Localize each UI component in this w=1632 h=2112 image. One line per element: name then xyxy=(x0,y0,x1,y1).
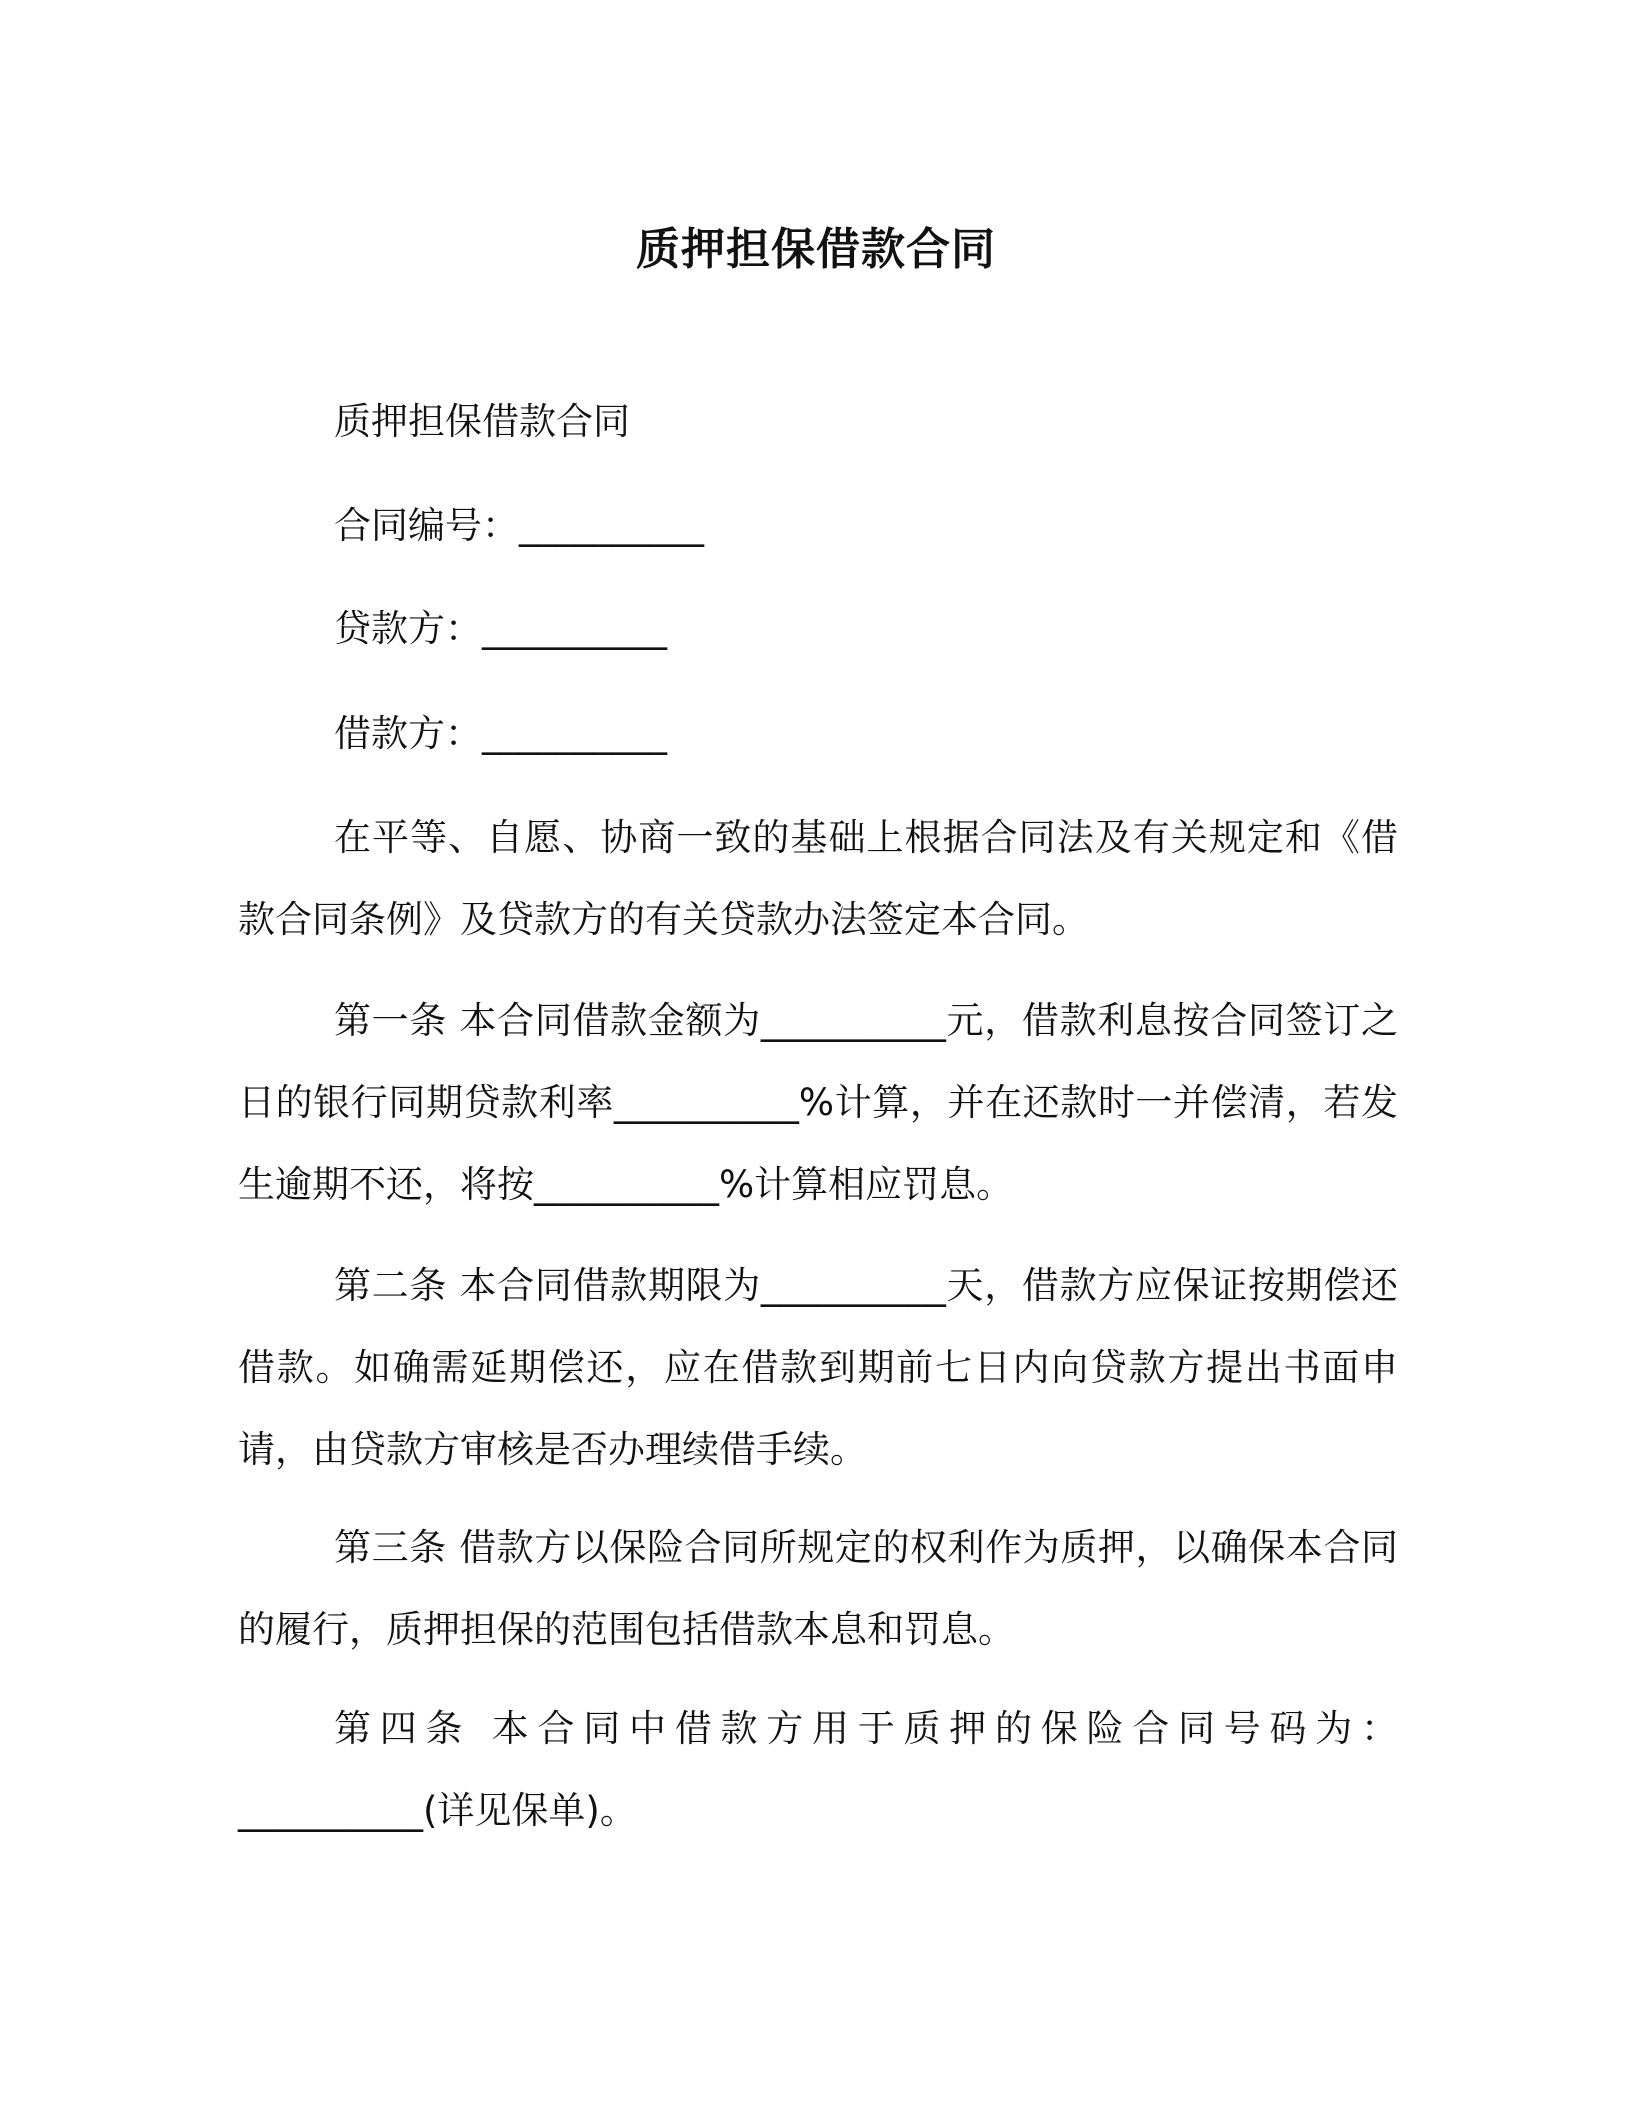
article-1-paragraph: 第一条 本合同借款金额为__________元，借款利息按合同签订之日的银行同期贷款利率__________%计算，并在还款时一并偿清，若发生逾期不还，将按__________%计算相应罚息。 xyxy=(238,999,1398,1206)
contract-number-line: 合同编号：__________ xyxy=(334,504,704,547)
article-3-paragraph: 第三条 借款方以保险合同所规定的权利作为质押，以确保本合同的履行，质押担保的范围包括借款本息和罚息。 xyxy=(238,1526,1398,1651)
preamble-paragraph: 在平等、自愿、协商一致的基础上根据合同法及有关规定和《借款合同条例》及贷款方的有关贷款办法签定本合同。 xyxy=(238,816,1398,941)
borrower-line: 借款方：__________ xyxy=(334,712,667,755)
document-title: 质押担保借款合同 xyxy=(636,224,996,275)
lender-line: 贷款方：__________ xyxy=(334,607,667,650)
article-2-paragraph: 第二条 本合同借款期限为__________天，借款方应保证按期偿还借款。如确需延期偿还，应在借款到期前七日内向贷款方提出书面申请，由贷款方审核是否办理续借手续。 xyxy=(238,1264,1398,1471)
article-4-paragraph: 第四条 本合同中借款方用于质押的保险合同号码为：__________(详见保单)。 xyxy=(238,1707,1398,1832)
subtitle-line: 质押担保借款合同 xyxy=(334,400,630,443)
